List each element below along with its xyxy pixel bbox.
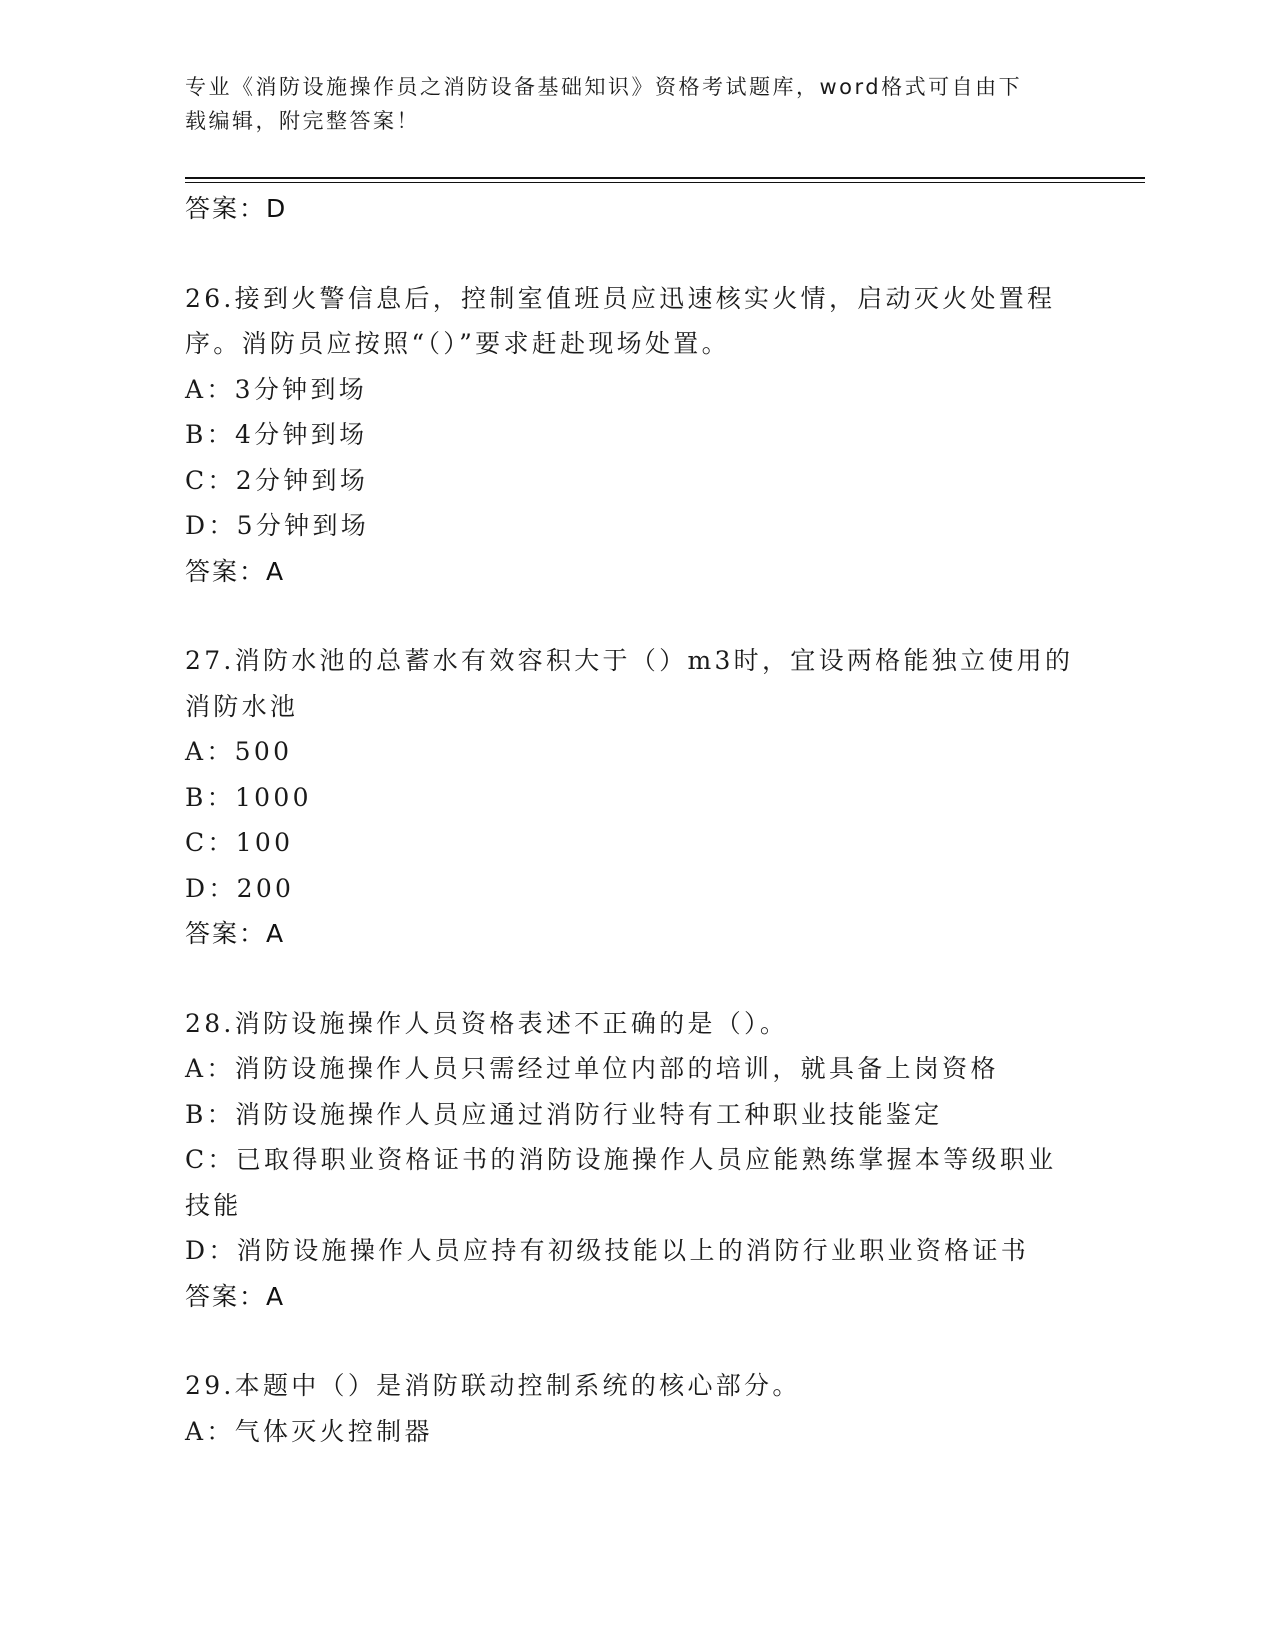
question-stem: 28.消防设施操作人员资格表述不正确的是（）。 [185,1008,789,1038]
option-b: B：4分钟到场 [185,420,368,449]
option-b: B：1000 [185,782,312,812]
option-d: D：200 [185,873,295,903]
question-stem: 27.消防水池的总蓄水有效容积大于（）m3时，宜设两格能独立使用的 [185,646,1074,675]
option-c-continued: 技能 [185,1190,242,1220]
header-rule-thick [185,177,1145,179]
option-a: A：3分钟到场 [185,374,368,404]
question-stem: 26.接到火警信息后，控制室值班员应迅速核实火情，启动灭火处置程 [185,283,1056,313]
option-a: A：500 [185,737,293,766]
header-line-2: 载编辑，附完整答案！ [185,109,420,133]
option-d: D：消防设施操作人员应持有初级技能以上的消防行业职业资格证书 [185,1236,1030,1265]
question-list [185,186,1085,1454]
answer-line: 答案：A [185,919,286,948]
question-stem: 29.本题中（）是消防联动控制系统的核心部分。 [185,1371,801,1400]
option-a: A：消防设施操作人员只需经过单位内部的培训，就具备上岗资格 [185,1054,999,1083]
question-29 [185,1363,1085,1454]
option-c: C：100 [185,828,294,857]
answer-line: 答案：D [185,194,288,223]
option-d: D：5分钟到场 [185,511,370,540]
option-b: B：消防设施操作人员应通过消防行业特有工种职业技能鉴定 [185,1099,943,1129]
option-c: C：已取得职业资格证书的消防设施操作人员应能熟练掌握本等级职业 [185,1145,1057,1174]
answer-line: 答案：A [185,1281,286,1311]
option-c: C：2分钟到场 [185,465,369,495]
question-26 [185,276,1085,595]
document-header [185,70,1085,138]
question-stem: 消防水池 [185,691,299,721]
question-27 [185,638,1085,957]
question-stem: 序。消防员应按照“（）”要求赶赴现场处置。 [185,329,730,358]
option-a: A：气体灭火控制器 [185,1416,433,1446]
question-28 [185,1001,1085,1320]
header-line-1: 专业《消防设施操作员之消防设备基础知识》资格考试题库，word格式可自由下 [185,75,1023,99]
answer-line: 答案：A [185,556,286,586]
header-rule-thin [185,182,1145,183]
